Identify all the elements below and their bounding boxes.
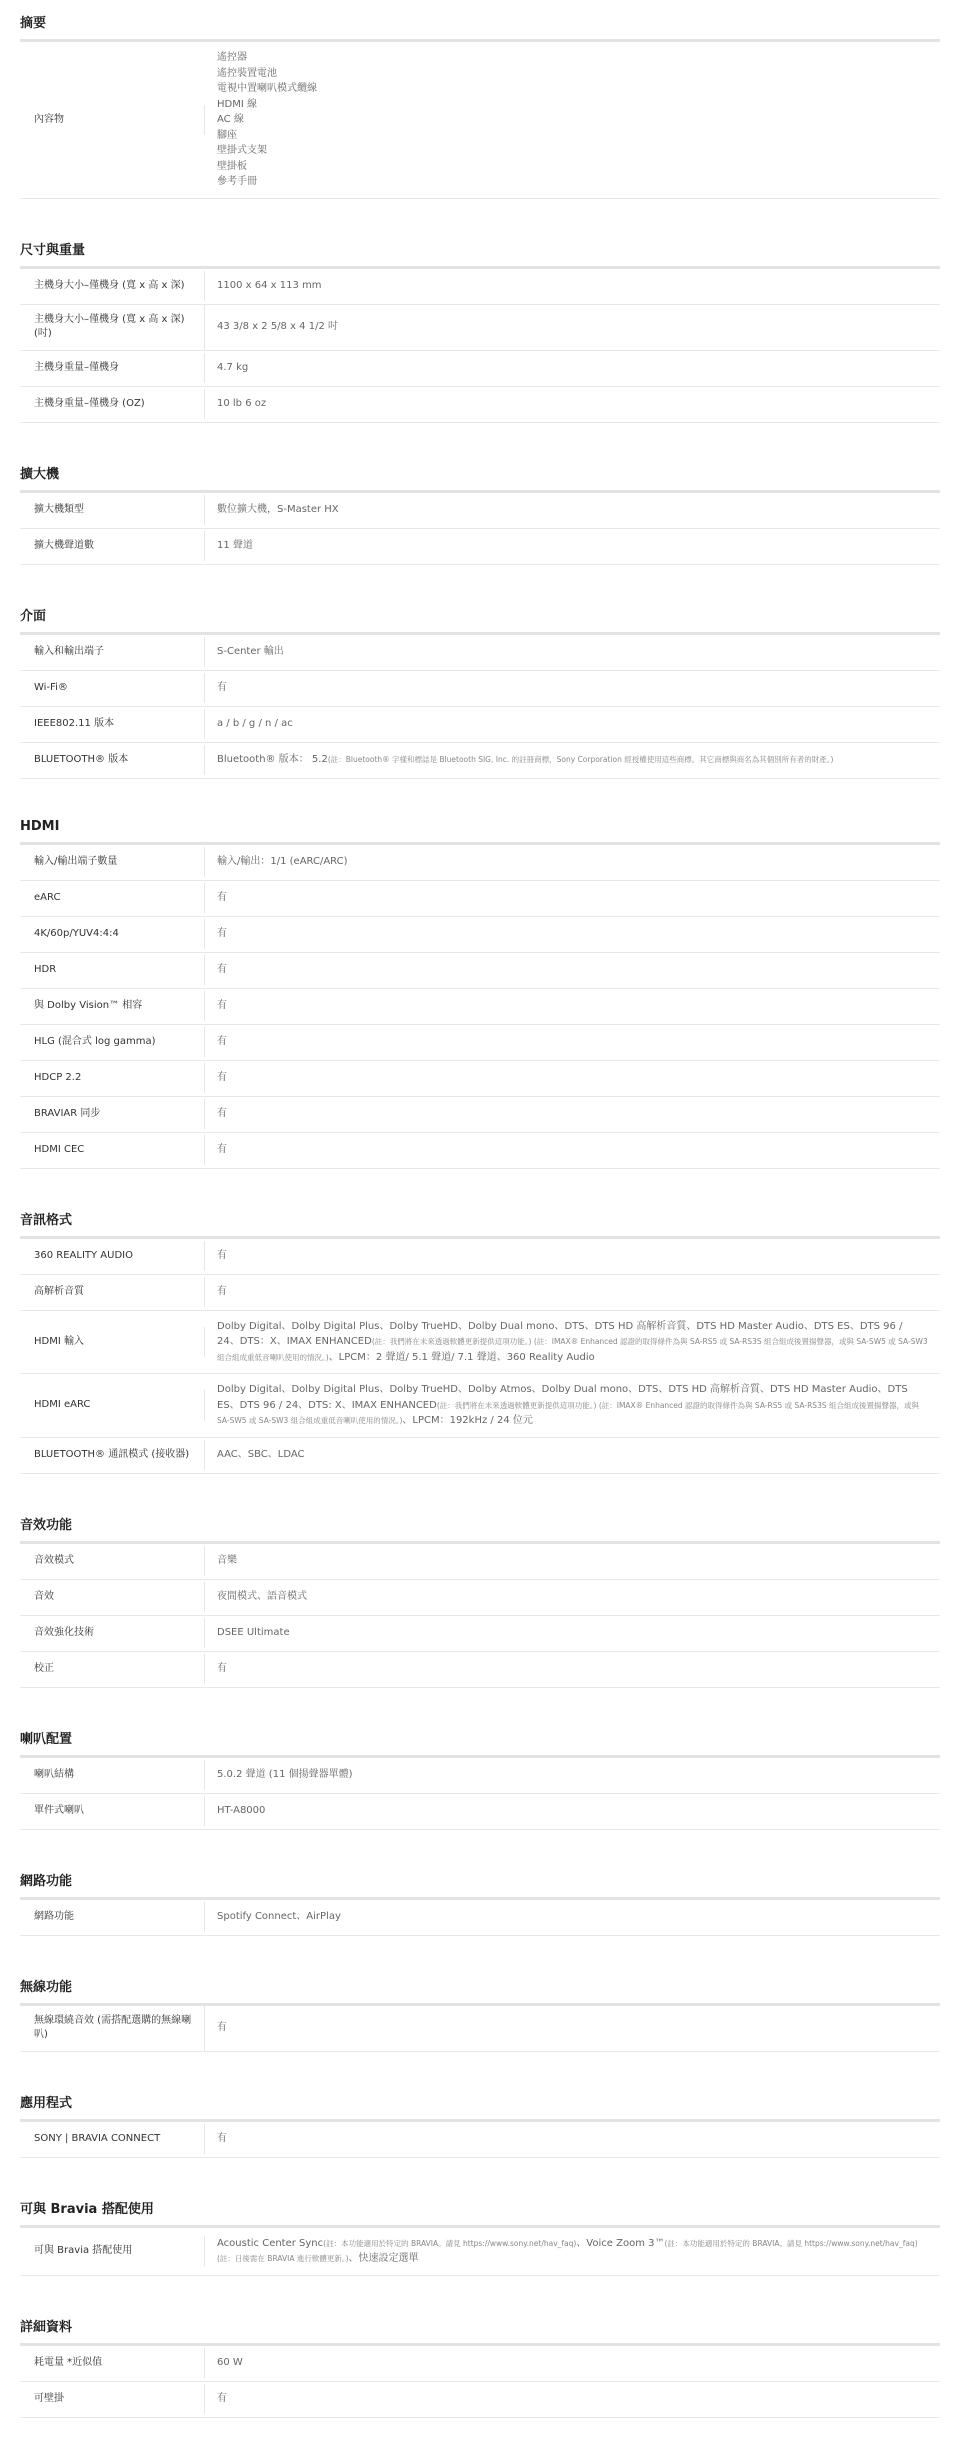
spec-row: [20, 917, 940, 953]
spec-label: 高解析音質: [20, 1277, 205, 1308]
spec-table: [20, 2228, 940, 2276]
spec-row: [20, 1616, 940, 1652]
spec-row: [20, 2228, 940, 2276]
spec-row: [20, 493, 940, 529]
spec-value: [205, 530, 940, 562]
spec-footnote: (註：Bluetooth® 字樣和標誌是 Bluetooth SIG, Inc. 的註冊商標，Sony Corporation 經授權使用這些商標。其它商標與商名為其個別所有者的財產。): [327, 755, 834, 765]
spec-row: [20, 1900, 940, 1936]
spec-table: [20, 845, 940, 1169]
spec-row: [20, 1133, 940, 1169]
spec-label: HDCP 2.2: [20, 1063, 205, 1094]
section-title: 網路功能: [20, 1858, 940, 1900]
spec-label: 4K/60p/YUV4:4:4: [20, 919, 205, 950]
spec-section: [20, 1858, 940, 1936]
spec-label: BLUETOOTH® 版本: [20, 745, 205, 776]
spec-label: HDR: [20, 955, 205, 986]
section-title: 擴大機: [20, 451, 940, 493]
spec-label: BRAVIAR 同步: [20, 1099, 205, 1130]
spec-row: [20, 1652, 940, 1688]
spec-row: [20, 1794, 940, 1830]
spec-label: 360 REALITY AUDIO: [20, 1241, 205, 1272]
spec-value-text: Acoustic Center Sync: [217, 2237, 324, 2249]
spec-value-text: Dolby Digital、Dolby Digital Plus、Dolby TrueHD、Dolby Atmos、Dolby Dual mono、DTS、DTS HD 高解析音質、DTS HD Master Audio、DTS ES、DTS 96 / 24、DTS: X、IMAX ENHANCED: [217, 1384, 908, 1411]
spec-value-text: 、Voice Zoom 3™: [576, 2237, 665, 2249]
spec-label: BLUETOOTH® 通訊模式 (接收器): [20, 1440, 205, 1471]
spec-label: HDMI eARC: [20, 1390, 205, 1421]
spec-row: [20, 845, 940, 881]
content-list-item: 參考手冊: [217, 176, 257, 187]
spec-page: [20, 0, 940, 2418]
section-title: 可與 Bravia 搭配使用: [20, 2186, 940, 2228]
spec-value-text: 有: [217, 2133, 227, 2145]
spec-section: [20, 2186, 940, 2276]
spec-table: [20, 2346, 940, 2418]
spec-label: HDMI 輸入: [20, 1327, 205, 1358]
content-list-item: 遙控裝置電池: [217, 67, 277, 79]
spec-label: IEEE802.11 版本: [20, 709, 205, 740]
spec-row: [20, 989, 940, 1025]
spec-table: [20, 493, 940, 565]
spec-row: [20, 529, 940, 565]
spec-value-text: a / b / g / n / ac: [217, 718, 293, 730]
spec-row: [20, 1544, 940, 1580]
spec-value-text: 夜間模式、語音模式: [217, 1591, 307, 1603]
spec-value-text: 、LPCM：2 聲道/ 5.1 聲道/ 7.1 聲道、360 Reality Audio: [328, 1351, 595, 1363]
spec-row: [20, 351, 940, 387]
spec-value-text: DSEE Ultimate: [217, 1627, 290, 1639]
spec-value: [205, 1581, 940, 1613]
spec-table: [20, 1900, 940, 1936]
spec-value-text: 有: [217, 964, 227, 976]
spec-row: [20, 707, 940, 743]
spec-value-text: AAC、SBC、LDAC: [217, 1449, 305, 1461]
content-list-item: 壁掛式支架: [217, 145, 267, 156]
section-title: 喇叭配置: [20, 1716, 940, 1758]
spec-label: 音效模式: [20, 1546, 205, 1577]
spec-section: [20, 0, 940, 199]
spec-value-text: 4.7 kg: [217, 362, 249, 374]
spec-value: [205, 1311, 940, 1374]
spec-label: 主機身大小–僅機身 (寬 x 高 x 深): [20, 271, 205, 302]
spec-label: 校正: [20, 1654, 205, 1685]
spec-section: [20, 1716, 940, 1830]
spec-row: [20, 1580, 940, 1616]
spec-row: [20, 635, 940, 671]
spec-value: [205, 1374, 940, 1437]
spec-label: 擴大機類型: [20, 495, 205, 526]
spec-value-text: 60 W: [217, 2357, 243, 2369]
section-title: 摘要: [20, 0, 940, 42]
spec-section: [20, 2080, 940, 2158]
spec-value: [205, 1901, 940, 1933]
spec-value: [205, 918, 940, 950]
section-title: 音訊格式: [20, 1197, 940, 1239]
spec-value-text: 有: [217, 1036, 227, 1048]
spec-row: [20, 2382, 940, 2418]
spec-value: [205, 2012, 940, 2044]
spec-value-text: 有: [217, 1663, 227, 1675]
spec-value-text: 數位擴大機，S-Master HX: [217, 504, 339, 516]
spec-label: 網路功能: [20, 1902, 205, 1933]
spec-table: [20, 42, 940, 199]
spec-value: [205, 1098, 940, 1130]
spec-table: [20, 1239, 940, 1474]
spec-section: [20, 593, 940, 779]
spec-value-text: Bluetooth® 版本： 5.2: [217, 754, 328, 766]
spec-value-text: 輸入/輸出：1/1 (eARC/ARC): [217, 856, 348, 868]
spec-row: [20, 42, 940, 199]
spec-row: [20, 1438, 940, 1474]
spec-row: [20, 1239, 940, 1275]
spec-footnote: (註：我們將在未來透過軟體更新提供這項功能。) (註：IMAX® Enhanced 認證的取得條件為與 SA-RS5 或 SA-RS3S 組合組成後置揚聲器，或與 SA-SW5 或 SA-SW3 組合組成重低音喇叭使用的情況。): [217, 1337, 928, 1362]
spec-value: [205, 42, 940, 198]
spec-value: [205, 2347, 940, 2379]
spec-label: SONY | BRAVIA CONNECT: [20, 2124, 205, 2155]
spec-label: 輸入/輸出端子數量: [20, 847, 205, 878]
spec-value: [205, 1134, 940, 1166]
spec-value-text: 有: [217, 682, 227, 694]
section-title: 尺寸與重量: [20, 227, 940, 269]
spec-row: [20, 2122, 940, 2158]
spec-value: [205, 1653, 940, 1685]
section-title: 應用程式: [20, 2080, 940, 2122]
spec-value: [205, 1062, 940, 1094]
spec-footnote: (註：本功能適用於特定的 BRAVIA。請見 https://www.sony.net/hav_faq) (註：日後需在 BRAVIA 進行軟體更新。): [217, 2238, 918, 2263]
spec-value-text: 有: [217, 2393, 227, 2405]
spec-value-text: 10 lb 6 oz: [217, 398, 267, 410]
spec-section: [20, 1964, 940, 2052]
spec-value: [205, 1759, 940, 1791]
section-title: 無線功能: [20, 1964, 940, 2006]
spec-value-text: 有: [217, 892, 227, 904]
spec-value-text: 音樂: [217, 1555, 237, 1567]
spec-row: [20, 1097, 940, 1133]
spec-value: [205, 388, 940, 420]
spec-table: [20, 2122, 940, 2158]
spec-value: [205, 1240, 940, 1272]
spec-label: 主機身重量–僅機身 (OZ): [20, 389, 205, 420]
spec-value: [205, 882, 940, 914]
content-list-item: 遙控器: [217, 52, 247, 63]
spec-section: [20, 1197, 940, 1474]
spec-row: [20, 387, 940, 423]
spec-label: HLG (混合式 log gamma): [20, 1027, 205, 1058]
spec-value: [205, 846, 940, 878]
spec-value-text: 11 聲道: [217, 540, 253, 552]
spec-value: [205, 2228, 940, 2275]
spec-row: [20, 743, 940, 779]
content-list-item: 腳座: [217, 129, 237, 141]
spec-label: 單件式喇叭: [20, 1796, 205, 1827]
spec-value: [205, 270, 940, 302]
spec-value-text: 有: [217, 1286, 227, 1298]
spec-row: [20, 1374, 940, 1438]
spec-label: 音效強化技術: [20, 1618, 205, 1649]
spec-section: [20, 451, 940, 565]
content-list-item: AC 線: [217, 114, 244, 125]
spec-section: [20, 807, 940, 1169]
spec-value: [205, 352, 940, 384]
spec-label: HDMI CEC: [20, 1135, 205, 1166]
spec-value-text: HT-A8000: [217, 1805, 266, 1817]
spec-section: [20, 227, 940, 423]
spec-row: [20, 2006, 940, 2052]
content-list-item: 電視中置喇叭模式纜線: [217, 83, 317, 94]
spec-value: [205, 744, 940, 776]
spec-value-text: 5.0.2 聲道 (11 個揚聲器單體): [217, 1769, 353, 1781]
spec-value-text: 1100 x 64 x 113 mm: [217, 280, 322, 292]
spec-label: 喇叭結構: [20, 1760, 205, 1791]
spec-label: 音效: [20, 1582, 205, 1613]
spec-value: [205, 1795, 940, 1827]
spec-label: 可與 Bravia 搭配使用: [20, 2236, 205, 2267]
spec-value: [205, 708, 940, 740]
section-title: 詳細資料: [20, 2304, 940, 2346]
content-list-item: 壁掛板: [217, 160, 247, 172]
spec-value: [205, 636, 940, 668]
spec-value: [205, 1545, 940, 1577]
spec-table: [20, 2006, 940, 2052]
section-title: HDMI: [20, 807, 940, 845]
spec-label: 內容物: [20, 105, 205, 136]
spec-value: [205, 1276, 940, 1308]
spec-value-text: Spotify Connect、AirPlay: [217, 1911, 341, 1923]
spec-table: [20, 1544, 940, 1688]
spec-label: 可壁掛: [20, 2384, 205, 2415]
spec-row: [20, 1025, 940, 1061]
spec-footnote: (註：本功能適用於特定的 BRAVIA。請見 https://www.sony.net/hav_faq): [323, 2238, 577, 2248]
spec-value: [205, 2383, 940, 2415]
spec-label: 主機身重量–僅機身: [20, 353, 205, 384]
spec-section: [20, 2304, 940, 2418]
spec-value-text: 43 3/8 x 2 5/8 x 4 1/2 吋: [217, 321, 338, 333]
spec-value-text: 有: [217, 1072, 227, 1084]
section-title: 音效功能: [20, 1502, 940, 1544]
spec-row: [20, 1758, 940, 1794]
spec-value-text: 、快速設定選單: [348, 2253, 419, 2264]
spec-row: [20, 269, 940, 305]
spec-value: [205, 494, 940, 526]
spec-row: [20, 1275, 940, 1311]
spec-value: [205, 1026, 940, 1058]
spec-value-text: 有: [217, 1144, 227, 1156]
spec-label: 輸入和輸出端子: [20, 637, 205, 668]
spec-row: [20, 1311, 940, 1375]
spec-value-text: 有: [217, 1250, 227, 1262]
spec-value: [205, 1617, 940, 1649]
content-list-item: HDMI 線: [217, 98, 257, 110]
spec-value: [205, 311, 940, 343]
spec-row: [20, 671, 940, 707]
spec-label: 無線環繞音效 (需搭配選購的無線喇叭): [20, 2006, 205, 2051]
spec-row: [20, 2346, 940, 2382]
spec-label: eARC: [20, 883, 205, 914]
spec-label: Wi-Fi®: [20, 673, 205, 704]
spec-value-text: 有: [217, 1108, 227, 1120]
spec-table: [20, 1758, 940, 1830]
spec-value: [205, 2123, 940, 2155]
spec-row: [20, 305, 940, 351]
spec-value-text: 有: [217, 928, 227, 940]
spec-value: [205, 954, 940, 986]
section-title: 介面: [20, 593, 940, 635]
spec-label: 主機身大小–僅機身 (寬 x 高 x 深) (吋): [20, 305, 205, 350]
spec-table: [20, 635, 940, 779]
spec-value: [205, 672, 940, 704]
spec-value-text: 有: [217, 2022, 227, 2034]
spec-label: 與 Dolby Vision™ 相容: [20, 991, 205, 1022]
spec-value-text: 有: [217, 1000, 227, 1012]
spec-label: 耗電量 *近似值: [20, 2348, 205, 2379]
spec-value: [205, 990, 940, 1022]
spec-row: [20, 1061, 940, 1097]
spec-label: 擴大機聲道數: [20, 531, 205, 562]
spec-value: [205, 1439, 940, 1471]
spec-value-text: 、LPCM：192kHz / 24 位元: [402, 1415, 533, 1426]
spec-row: [20, 953, 940, 989]
spec-value-text: Dolby Digital、Dolby Digital Plus、Dolby TrueHD、Dolby Dual mono、DTS、DTS HD 高解析音質、DTS HD Master Audio、DTS ES、DTS 96 / 24、DTS：X、IMAX ENHANCED: [217, 1320, 903, 1347]
spec-row: [20, 881, 940, 917]
spec-footnote: (註：我們將在未來透過軟體更新提供這項功能。) (註：IMAX® Enhanced 認證的取得條件為與 SA-RS5 或 SA-RS3S 組合組成後置揚聲器，或與 SA-SW5 或 SA-SW3 組合組成重低音喇叭使用的情況。): [217, 1400, 919, 1425]
spec-table: [20, 269, 940, 423]
spec-section: [20, 1502, 940, 1688]
spec-value-text: S-Center 輸出: [217, 646, 284, 658]
